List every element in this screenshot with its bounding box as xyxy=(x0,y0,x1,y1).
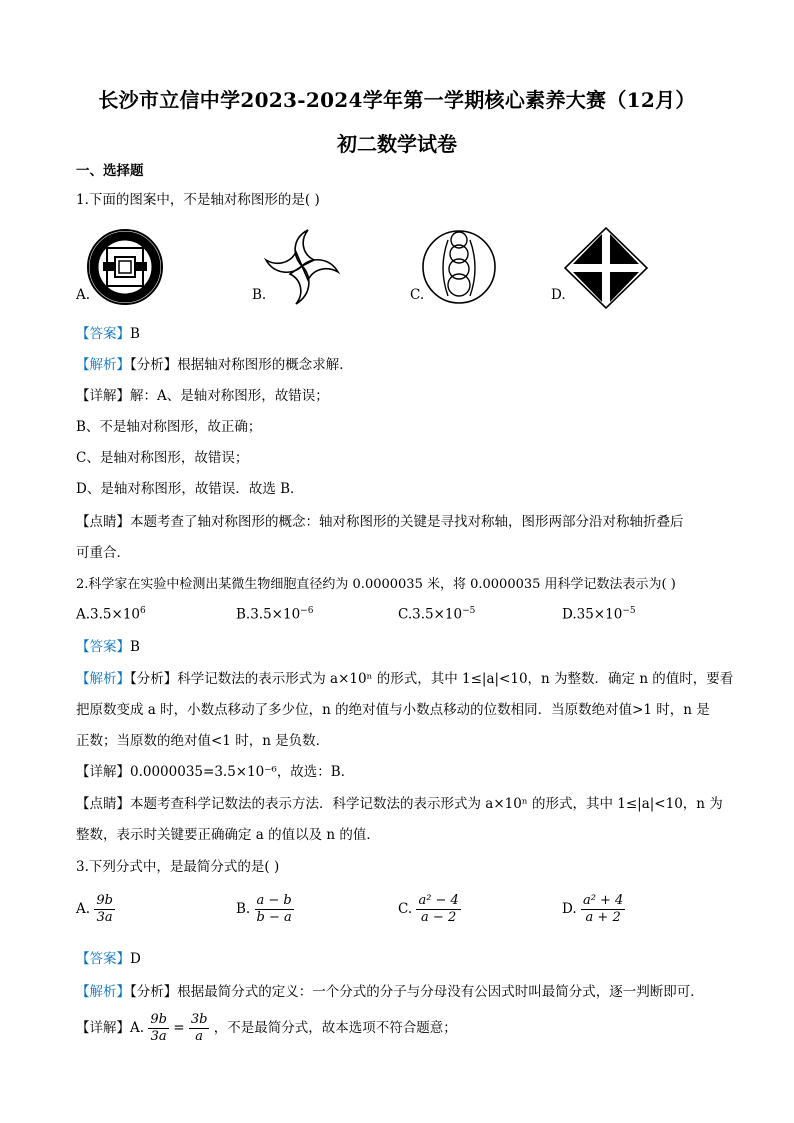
section-heading: 一、选择题 xyxy=(76,163,144,179)
q2-analysis-3: 正数；当原数的绝对值<1 时，n 是负数． xyxy=(76,733,330,749)
q1-detail-2: B、不是轴对称图形，故正确； xyxy=(76,419,262,435)
q3-stem: 3.下列分式中，是最简分式的是( ) xyxy=(76,859,280,875)
q3-option-a: A. $\frac{9b}{3a}$ xyxy=(76,893,113,925)
q2-option-d: $D.35\times 10^{-5}$ xyxy=(562,606,636,623)
q1-detail-1: 【详解】解：A、是轴对称图形，故错误； xyxy=(76,388,329,404)
q3-detail-fraction-2: $\frac{3b}{a}$ xyxy=(190,1012,208,1044)
q2-analysis-1: 【解析】【分析】科学记数法的表示形式为 a×10ⁿ 的形式，其中 1≤|a|<10，n 为整数．确定 n 的值时，要看 xyxy=(76,671,734,687)
q2-detail: 【详解】0.0000035=3.5×10⁻⁶，故选：B． xyxy=(76,764,355,780)
q3-option-c-fraction: $\frac{\text{a² − 4}}{a - 2}$ xyxy=(418,893,459,925)
q1-option-d-label: D. xyxy=(551,287,566,303)
q1-tip-1: 【点睛】本题考查了轴对称图形的概念：轴对称图形的关键是寻找对称轴，图形两部分沿对称轴折叠后 xyxy=(76,514,684,530)
q1-analysis: 【解析】【分析】根据轴对称图形的概念求解． xyxy=(76,357,353,373)
q3-option-d-fraction: $\frac{\text{a² + 4}}{a + 2}$ xyxy=(582,893,624,925)
exam-title: 长沙市立信中学2023-2024学年第一学期核心素养大赛（12月） xyxy=(98,88,696,112)
q1-figure-d-diamond xyxy=(563,226,649,310)
exam-subtitle: 初二数学试卷 xyxy=(337,132,457,156)
q2-tip-2: 整数，表示时关键要正确确定 a 的值以及 n 的值． xyxy=(76,827,380,843)
q3-answer: 【答案】D xyxy=(76,951,141,967)
q2-option-b: $B.3.5\times 10^{-6}$ xyxy=(236,606,314,623)
q1-detail-3: C、是轴对称图形，故错误； xyxy=(76,450,249,466)
q1-option-c-label: C. xyxy=(410,287,425,303)
q3-option-b-fraction: $\frac{a - b}{b - a}$ xyxy=(256,893,292,925)
q2-option-c: $C.3.5\times 10^{-5}$ xyxy=(398,606,476,623)
q1-figure-c-circles xyxy=(420,228,498,306)
q3-detail: 【详解】A. $\frac{9b}{3a}$ = $\frac{3b}{a}$ ，不是最简分式，故本选项不符合题意； xyxy=(76,1012,457,1044)
q3-option-a-fraction: $\frac{9b}{3a}$ xyxy=(96,893,113,925)
q2-option-a: $A.3.5\times 10^6$ xyxy=(76,606,146,623)
q1-answer: 【答案】B xyxy=(76,326,140,342)
q2-tip-1: 【点睛】本题考查科学记数法的表示方法．科学记数法的表示形式为 a×10ⁿ 的形式，其中 1≤|a|<10，n 为 xyxy=(76,796,723,812)
q1-detail-4: D、是轴对称图形，故错误．故选 B． xyxy=(76,481,304,497)
q1-figure-a-coin xyxy=(86,228,164,306)
q2-analysis-2: 把原数变成 a 时，小数点移动了多少位，n 的绝对值与小数点移动的位数相同．当原数绝对值>1 时，n 是 xyxy=(76,702,710,718)
q2-answer: 【答案】B xyxy=(76,639,140,655)
q3-option-b: B. $\frac{a - b}{b - a}$ xyxy=(236,893,292,925)
q1-tip-2: 可重合． xyxy=(76,545,130,561)
q3-detail-fraction-1: $\frac{9b}{3a}$ xyxy=(150,1012,167,1044)
q1-figure-b-pinwheel xyxy=(262,226,342,308)
q3-option-d: D. $\frac{\text{a² + 4}}{a + 2}$ xyxy=(562,893,624,925)
q2-stem: 2.科学家在实验中检测出某微生物细胞直径约为 0.0000035 米，将 0.0000035 用科学记数法表示为( ) xyxy=(76,577,676,592)
q3-analysis: 【解析】【分析】根据最简分式的定义：一个分式的分子与分母没有公因式时叫最简分式，逐一判断即可． xyxy=(76,984,704,1000)
q1-option-a-label: A. xyxy=(76,287,91,303)
q1-option-b-label: B. xyxy=(252,287,267,303)
q1-stem: 1.下面的图案中，不是轴对称图形的是( ) xyxy=(76,192,320,208)
q3-option-c: C. $\frac{\text{a² − 4}}{a - 2}$ xyxy=(398,893,459,925)
